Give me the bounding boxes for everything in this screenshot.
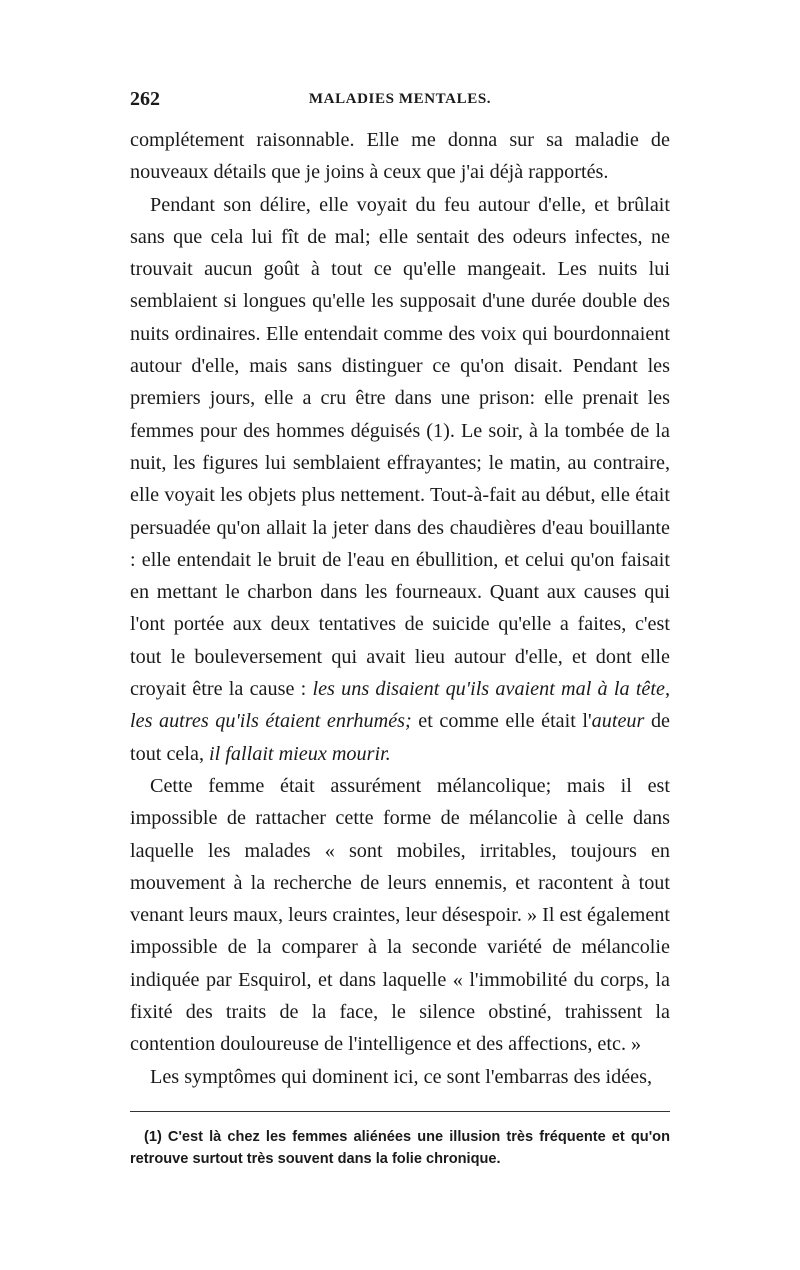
footnote-rule: [130, 1111, 670, 1112]
book-page: [130, 88, 670, 1185]
page-header: [130, 88, 670, 118]
body-text: [130, 124, 670, 1093]
paragraph-delire-text-2: et comme elle était l': [411, 710, 592, 733]
italic-auteur: auteur: [591, 710, 645, 733]
running-title: MALADIES MENTALES.: [308, 91, 492, 107]
footnote: (1) C'est là chez les femmes aliénées une illusion très fréquente et qu'on retrouve surtout très souvent dans la folie chronique.: [130, 1128, 670, 1167]
paragraph-melancolie: Cette femme était assurément mélancolique; mais il est impossible de rattacher cette forme de mélancolie à celle dans laquelle les malades « sont mobiles, irritables, toujours en mouvement à la recherche de leurs ennemis, et racontent à tout venant leurs maux, leurs craintes, leur désespoir. » Il est également impossible de la comparer à la seconde variété de mélancolie indiquée par Esquirol, et dans laquelle « l'immobilité du corps, la fixité des traits de la face, le silence obstiné, trahissent la contention douloureuse de l'intelligence et des affections, etc. »: [130, 774, 670, 1056]
paragraph-continued: complétement raisonnable. Elle me donna sur sa maladie de nouveaux détails que je joins à ceux que j'ai déjà rapportés.: [130, 129, 670, 184]
paragraph-symptomes: Les symptômes qui dominent ici, ce sont l'embarras des idées,: [150, 1065, 653, 1088]
paragraph-delire: [130, 189, 670, 770]
paragraph-delire-text-3: de tout cela,: [130, 710, 671, 765]
paragraph-delire-text: Pendant son délire, elle voyait du feu autour d'elle, et brûlait sans que cela lui fît de mal; elle sentait des odeurs infectes, ne trouvait aucun goût à tout ce qu'elle mangeait. Les nuits lui semblaient si longues qu'elle les supposait d'une durée double des nuits ordinaires. Elle entendait comme des voix qui bourdonnaient autour d'elle, mais sans distinguer ce qu'on disait. Pendant les premiers jours, elle a cru être dans une prison: elle prenait les femmes pour des hommes déguisés (1). Le soir, à la tombée de la nuit, les figures lui semblaient effrayantes; le matin, au contraire, elle voyait les objets plus nettement. Tout-à-fait au début, elle était persuadée qu'on allait la jeter dans des chaudières d'eau bouillante : elle entendait le bruit de l'eau en ébullition, et celui qu'on faisait en mettant le charbon dans les fourneaux. Quant aux causes qui l'ont portée aux deux tentatives de suicide qu'elle a faites, c'est tout le bouleversement qui avait lieu autour d'elle, et dont elle croyait être la cause :: [130, 193, 670, 701]
italic-quote-uns-autres: les uns disaient qu'ils avaient mal à la tête, les autres qu'ils étaient enrhumés;: [130, 678, 671, 733]
page-number: 262: [130, 88, 160, 110]
italic-mourir: il fallait mieux mourir.: [209, 742, 391, 765]
